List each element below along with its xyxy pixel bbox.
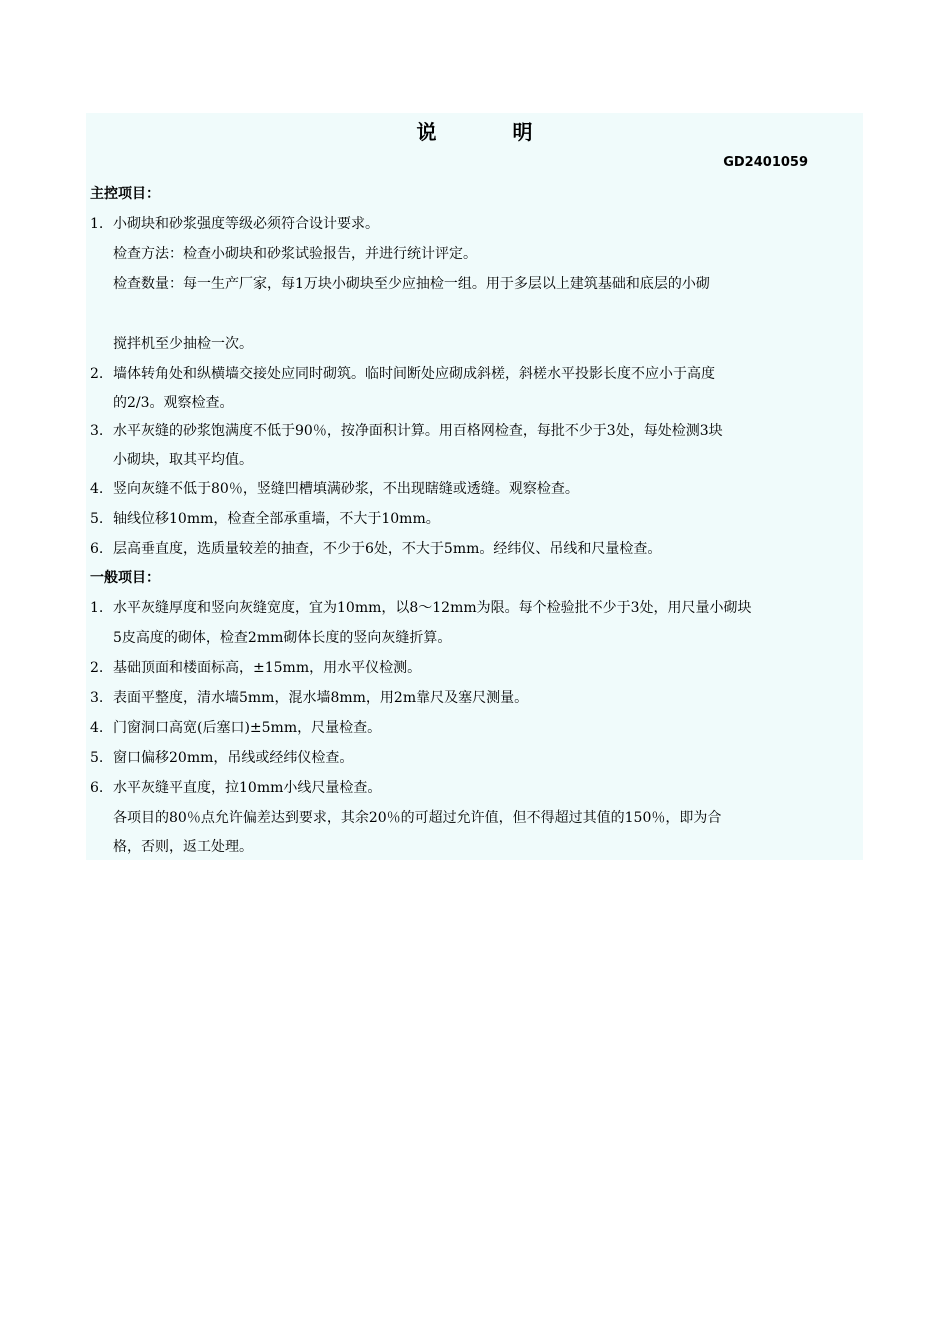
main-item-2-cont: 的2/3。观察检查。 bbox=[113, 395, 234, 411]
item-text: 表面平整度，清水墙5mm，混水墙8mm，用2m靠尺及塞尺测量。 bbox=[113, 690, 529, 706]
general-item-5 bbox=[90, 749, 353, 767]
general-item-1-cont: 5皮高度的砌体，检查2mm砌体长度的竖向灰缝折算。 bbox=[113, 630, 452, 646]
main-item-5 bbox=[90, 510, 440, 528]
item-text: 门窗洞口高宽(后塞口)±5mm，尺量检查。 bbox=[113, 720, 382, 736]
item-text: 小砌块和砂浆强度等级必须符合设计要求。 bbox=[113, 216, 379, 232]
item-text: 层高垂直度，选质量较差的抽查，不少于6处，不大于5mm。经纬仪、吊线和尺量检查。 bbox=[113, 541, 662, 557]
main-item-1 bbox=[90, 215, 379, 233]
main-control-heading: 主控项目： bbox=[90, 186, 160, 202]
item-number: 6. bbox=[90, 541, 104, 557]
item-text: 窗口偏移20mm，吊线或经纬仪检查。 bbox=[113, 750, 354, 766]
general-note: 各项目的80％点允许偏差达到要求，其余20％的可超过允许值，但不得超过其值的150％，即为合 bbox=[113, 810, 722, 826]
main-item-3 bbox=[90, 422, 723, 440]
general-note-cont: 格，否则，返工处理。 bbox=[113, 839, 253, 855]
item-number: 6. bbox=[90, 780, 104, 796]
item-number: 3. bbox=[90, 423, 104, 439]
document-code: GD2401059 bbox=[723, 155, 808, 170]
general-item-4 bbox=[90, 719, 381, 737]
general-item-2 bbox=[90, 659, 421, 677]
general-heading: 一般项目： bbox=[90, 570, 160, 586]
item-number: 5. bbox=[90, 511, 104, 527]
item-text: 竖向灰缝不低于80％，竖缝凹槽填满砂浆，不出现瞎缝或透缝。观察检查。 bbox=[113, 481, 579, 497]
main-item-3-cont: 小砌块，取其平均值。 bbox=[113, 452, 253, 468]
explanation-panel bbox=[86, 113, 863, 860]
item-number: 2. bbox=[90, 660, 104, 676]
main-item-4 bbox=[90, 480, 579, 498]
general-item-6 bbox=[90, 779, 381, 797]
item-number: 4. bbox=[90, 481, 104, 497]
item-text: 水平灰缝的砂浆饱满度不低于90％，按净面积计算。用百格网检查，每批不少于3处，每处检测3块 bbox=[113, 423, 723, 439]
document-title: 说 明 bbox=[416, 120, 561, 144]
item-number: 4. bbox=[90, 720, 104, 736]
main-item-1-quantity-cont: 搅拌机至少抽检一次。 bbox=[113, 336, 253, 352]
main-item-6 bbox=[90, 540, 661, 558]
general-item-3 bbox=[90, 689, 528, 707]
main-item-1-quantity: 检查数量：每一生产厂家，每1万块小砌块至少应抽检一组。用于多层以上建筑基础和底层的小砌 bbox=[113, 276, 710, 292]
general-item-1 bbox=[90, 599, 752, 617]
item-text: 基础顶面和楼面标高，±15mm，用水平仪检测。 bbox=[113, 660, 422, 676]
item-text: 轴线位移10mm，检查全部承重墙，不大于10mm。 bbox=[113, 511, 440, 527]
item-text: 水平灰缝平直度，拉10mm小线尺量检查。 bbox=[113, 780, 382, 796]
item-number: 3. bbox=[90, 690, 104, 706]
item-number: 1. bbox=[90, 600, 104, 616]
item-number: 2. bbox=[90, 366, 104, 382]
item-text: 墙体转角处和纵横墙交接处应同时砌筑。临时间断处应砌成斜槎，斜槎水平投影长度不应小于高度 bbox=[113, 366, 715, 382]
main-item-1-method: 检查方法：检查小砌块和砂浆试验报告，并进行统计评定。 bbox=[113, 246, 477, 262]
main-item-2 bbox=[90, 365, 715, 383]
item-number: 1. bbox=[90, 216, 104, 232]
item-text: 水平灰缝厚度和竖向灰缝宽度，宜为10mm，以8～12mm为限。每个检验批不少于3处，用尺量小砌块 bbox=[113, 600, 752, 616]
item-number: 5. bbox=[90, 750, 104, 766]
